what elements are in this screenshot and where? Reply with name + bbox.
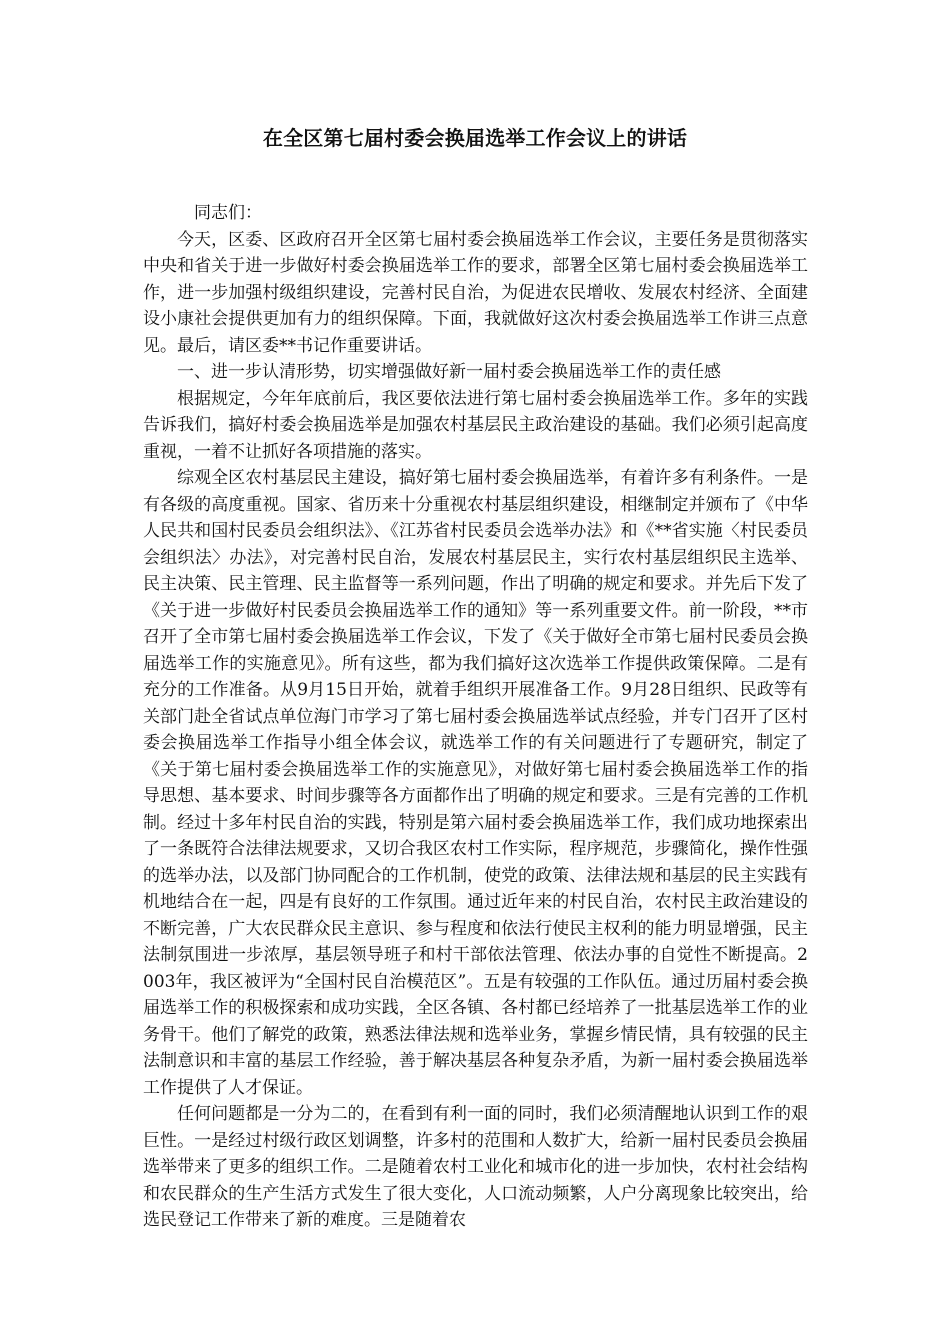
paragraph-intro: 今天，区委、区政府召开全区第七届村委会换届选举工作会议，主要任务是贯彻落实中央和省关于进一步做好村委会换届选举工作的要求，部署全区第七届村委会换届选举工作，进一步加强村级组织建设，完善村民自治，为促进农民增收、发展农村经济、全面建设小康社会提供更加有力的组织保障。下面，我就做好这次村委会换届选举工作讲三点意见。最后，请区委**书记作重要讲话。 bbox=[143, 229, 808, 356]
document-body bbox=[143, 200, 808, 1234]
salutation: 同志们： bbox=[194, 203, 262, 223]
paragraph: 根据规定，今年年底前后，我区要依法进行第七届村委会换届选举工作。多年的实践告诉我们，搞好村委会换届选举是加强农村基层民主政治建设的基础。我们必须引起高度重视，一着不让抓好各项措施的落实。 bbox=[143, 388, 808, 462]
document-title: 在全区第七届村委会换届选举工作会议上的讲话 bbox=[262, 126, 688, 150]
paragraph: 任何问题都是一分为二的，在看到有利一面的同时，我们必须清醒地认识到工作的艰巨性。一是经过村级行政区划调整，许多村的范围和人数扩大，给新一届村民委员会换届选举带来了更多的组织工作。二是随着农村工业化和城市化的进一步加快，农村社会结构和农民群众的生产生活方式发生了很大变化，人口流动频繁，人户分离现象比较突出，给选民登记工作带来了新的难度。三是随着农 bbox=[143, 1104, 808, 1230]
paragraph: 综观全区农村基层民主建设，搞好第七届村委会换届选举，有着许多有利条件。一是有各级的高度重视。国家、省历来十分重视农村基层组织建设，相继制定并颁布了《中华人民共和国村民委员会组织法》、《江苏省村民委员会选举办法》和《**省实施〈村民委员会组织法〉办法》，对完善村民自治，发展农村基层民主，实行农村基层组织民主选举、民主决策、民主管理、民主监督等一系列问题，作出了明确的规定和要求。并先后下发了《关于进一步做好村民委员会换届选举工作的通知》等一系列重要文件。前一阶段，**市召开了全市第七届村委会换届选举工作会议，下发了《关于做好全市第七届村民委员会换届选举工作的实施意见》。所有这些，都为我们搞好这次选举工作提供政策保障。二是有充分的工作准备。从9月15日开始，就着手组织开展准备工作。9月28日组织、民政等有关部门赴全省试点单位海门市学习了第七届村委会换届选举试点经验，并专门召开了区村委会换届选举工作指导小组全体会议，就选举工作的有关问题进行了专题研究，制定了《关于第七届村委会换届选举工作的实施意见》，对做好第七届村委会换届选举工作的指导思想、基本要求、时间步骤等各方面都作出了明确的规定和要求。三是有完善的工作机制。经过十多年村民自治的实践，特别是第六届村委会换届选举工作，我们成功地探索出了一条既符合法律法规要求，又切合我区农村工作实际，程序规范，步骤简化，操作性强的选举办法，以及部门协同配合的工作机制，使党的政策、法律法规和基层的民主实践有机地结合在一起，四是有良好的工作氛围。通过近年来的村民自治，农村民主政治建设的不断完善，广大农民群众民主意识、参与程度和依法行使民主权利的能力明显增强，民主法制氛围进一步浓厚，基层领导班子和村干部依法管理、依法办事的自觉性不断提高。2003年，我区被评为“全国村民自治模范区”。五是有较强的工作队伍。通过历届村委会换届选举工作的积极探索和成功实践，全区各镇、各村都已经培养了一批基层选举工作的业务骨干。他们了解党的政策，熟悉法律法规和选举业务，掌握乡情民情，具有较强的民主法制意识和丰富的基层工作经验，善于解决基层各种复杂矛盾，为新一届村委会换届选举工作提供了人才保证。 bbox=[143, 468, 808, 1098]
section-heading-1: 一、进一步认清形势，切实增强做好新一届村委会换届选举工作的责任感 bbox=[177, 362, 721, 382]
